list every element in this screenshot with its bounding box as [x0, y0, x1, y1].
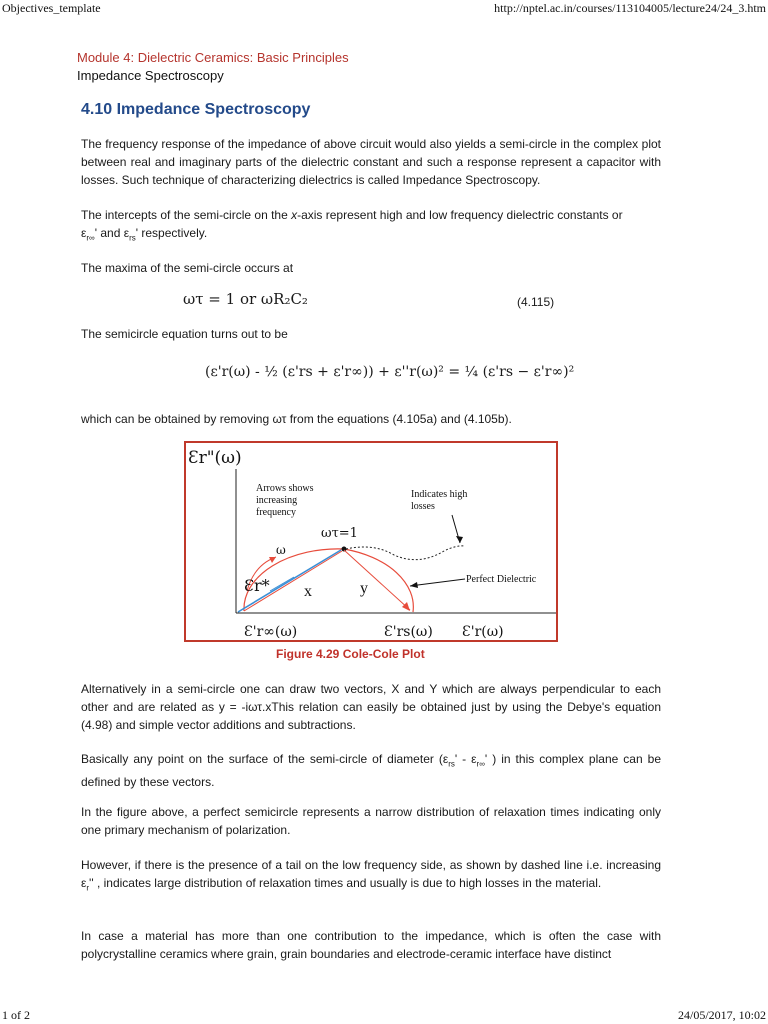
peak-point	[342, 547, 347, 552]
paragraph-6: Alternatively in a semi-circle one can draw two vectors, X and Y which are always perpendicular to each other and are related as y = -iωτ.xThis relation can easily be obtained just by using the Debye's equation (4.98) and simple vector additions and subtractions.	[81, 682, 661, 732]
section-heading: 4.10 Impedance Spectroscopy	[81, 101, 311, 118]
arrow-note-line-3: frequency	[256, 507, 296, 518]
paragraph-2: The intercepts of the semi-circle on the x-axis represent high and low frequency dielectric constants or $\varepsilon_{r\infty}'$ and $\varepsilon_{rs}'$ respectively.	[81, 208, 623, 243]
paragraph-4: The semicircle equation turns out to be	[81, 327, 288, 341]
cole-cole-figure	[184, 441, 558, 642]
paragraph-10: In case a material has more than one contribution to the impedance, which is often the case with polycrystalline ceramics where grain, grain boundaries and electrode-ceramic interface have distinct	[81, 929, 661, 961]
page-url[interactable]: http://nptel.ac.in/courses/113104005/lecture24/24_3.htm	[494, 1, 766, 15]
topic-title: Impedance Spectroscopy	[77, 68, 224, 83]
x-vector-label: x	[304, 583, 312, 600]
loss-note-line-2: losses	[411, 501, 435, 512]
paragraph-9: However, if there is the presence of a tail on the low frequency side, as shown by dashed line i.e. increasing $\varepsilon_r''$ , indicates large distribution of relaxation times and usually is due to high losses in the material.	[81, 858, 661, 893]
x-inf-label: Ɛ'r∞(ω)	[244, 624, 298, 640]
page-title: Objectives_template	[2, 1, 101, 15]
y-axis-label: Ɛr"(ω)	[188, 448, 242, 468]
arrow-note-line-2: increasing	[256, 495, 298, 506]
paragraph-1: The frequency response of the impedance of above circuit would also yields a semi-circle in the complex plot between real and imaginary parts of the dielectric constant and such a response represent a capacitor with losses. Such technique of characterizing dielectrics is called Impedance Spectroscopy.	[81, 137, 661, 187]
loss-note-line-1: Indicates high	[411, 489, 468, 500]
page-counter: 1 of 2	[2, 1008, 30, 1022]
paragraph-3: The maxima of the semi-circle occurs at	[81, 261, 294, 275]
module-title: Module 4: Dielectric Ceramics: Basic Principles	[77, 50, 349, 65]
arrow-note-line-1: Arrows shows	[256, 483, 314, 494]
paragraph-7: Basically any point on the surface of the semi-circle of diameter ($\varepsilon_{rs}' - \varepsilon_{r\infty}'$ ) in this complex plane can be defined by these vectors.	[81, 752, 661, 790]
equation-number: (4.115)	[517, 295, 555, 309]
figure-caption: Figure 4.29 Cole-Cole Plot	[276, 647, 425, 661]
semicircle-equation: (ε'r(ω) - ½ (ε'rs + ε'r∞)) + ε''r(ω)² = ¼ (ε'rs − ε'r∞)²	[205, 364, 575, 380]
er-star-label: Ɛr*	[244, 576, 270, 595]
paragraph-5: which can be obtained by removing ωτ from the equations (4.105a) and (4.105b).	[81, 412, 512, 426]
print-header	[0, 0, 768, 18]
print-timestamp: 24/05/2017, 10:02	[677, 1008, 766, 1022]
omega-label: ω	[276, 543, 286, 557]
x-s-label: Ɛ'rs(ω)	[384, 624, 433, 640]
print-footer	[0, 1008, 768, 1024]
perfect-dielectric-label: Perfect Dielectric	[466, 574, 537, 585]
equation-4-115: ωτ = 1 or ωR₂C₂	[183, 290, 308, 308]
y-vector-label: y	[360, 580, 368, 597]
peak-label: ωτ=1	[321, 526, 358, 541]
x-axis-label: Ɛ'r(ω)	[462, 624, 504, 640]
paragraph-8: In the figure above, a perfect semicircle represents a narrow distribution of relaxation times indicating only one primary mechanism of polarization.	[81, 805, 661, 837]
